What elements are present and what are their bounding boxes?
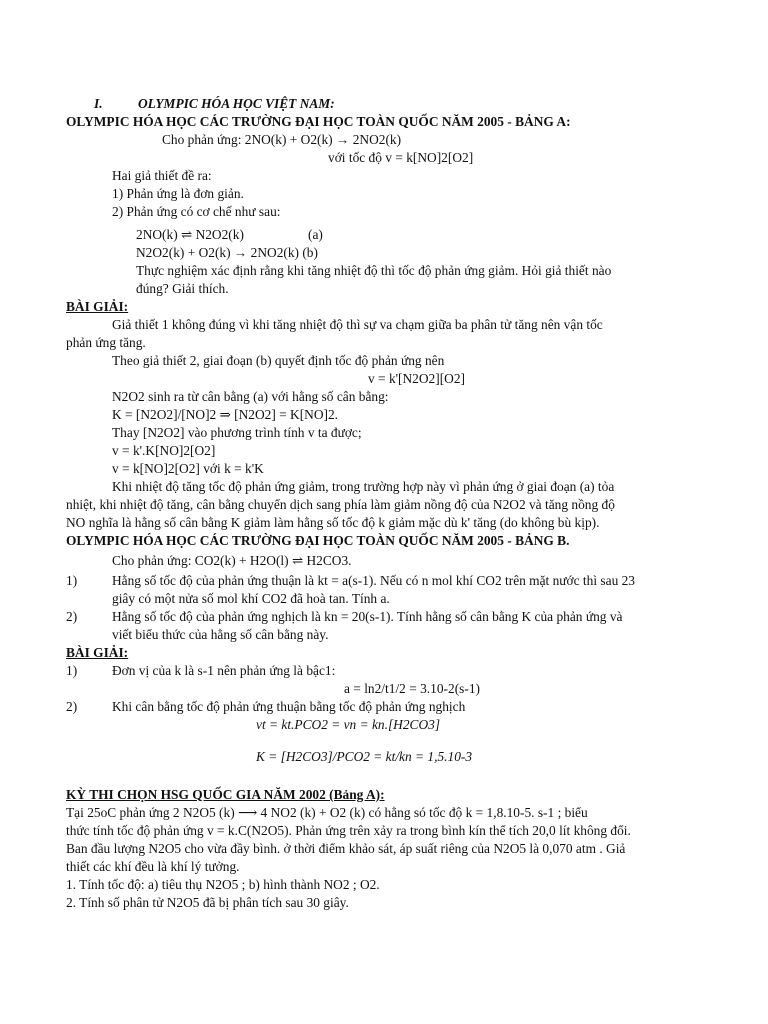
hypothesis-2: 2) Phản ứng có cơ chế như sau: [112,204,281,219]
solution-heading-2: BÀI GIẢI: [66,645,129,660]
heading-bang-a: OLYMPIC HÓA HỌC CÁC TRƯỜNG ĐẠI HỌC TOÀN QUỐC NĂM 2005 - BẢNG A: [66,114,571,129]
section-number: I. [94,96,103,111]
answer-1-equation: a = ln2/t1/2 = 3.10-2(s-1) [344,681,480,696]
hsg-task-2: 2. Tính số phân tử N2O5 đã bị phân tích sau 30 giây. [66,895,349,910]
solution-1-line-3: Theo giả thiết 2, giai đoạn (b) quyết định tốc độ phản ứng nên [112,353,445,368]
question-1-line-1: Hằng số tốc độ của phản ứng thuận là kt = a(s-1). Nếu có n mol khí CO2 trên mặt nước thì sau 23 [112,573,636,588]
question-2-line-2: viết biểu thức của hằng số cân bằng này. [112,627,329,642]
hsg-problem-line-1: Tại 25oC phản ứng 2 N2O5 (k) ⟶ 4 NO2 (k) + O2 (k) có hằng só tốc độ k = 1,8.10-5. s-1 ; biểu [66,805,588,820]
solution-1-line-2: phản ứng tăng. [66,335,146,350]
hsg-problem-line-3: Ban đầu lượng N2O5 cho vừa đầy bình. ở thời điểm khảo sát, áp suất riêng của N2O5 là 0,070 atm . Giả [66,841,626,856]
equilibrium-equation: K = [N2O2]/[NO]2 ⇒ [N2O2] = K[NO]2. [112,407,339,422]
hsg-problem-line-2: thức tính tốc độ phản ứng v = k.C(N2O5). Phản ứng trên xảy ra trong bình kín thể tích 20,0 lít không đổi. [66,823,631,838]
answer-1-number: 1) [66,663,78,678]
heading-hsg-2002: KỲ THI CHỌN HSG QUỐC GIA NĂM 2002 (Bảng A): [66,787,385,802]
answer-2-text: Khi cân bằng tốc độ phản ứng thuận bằng tốc độ phản ứng nghịch [112,699,466,714]
mechanism-step-a: 2NO(k) ⇌ N2O2(k) [136,227,244,242]
heading-bang-b: OLYMPIC HÓA HỌC CÁC TRƯỜNG ĐẠI HỌC TOÀN QUỐC NĂM 2005 - BẢNG B. [66,533,570,548]
conclusion-line-2: nhiệt, khi nhiệt độ tăng, cân bằng chuyển dịch sang phía làm giảm nồng độ của N2O2 và tăng nồng độ [66,497,615,512]
answer-1-text: Đơn vị của k là s-1 nên phản ứng là bậc1: [112,663,336,678]
rate-equality-equation: vt = kt.PCO2 = vn = kn.[H2CO3] [256,717,441,732]
hypothesis-1: 1) Phản ứng là đơn giản. [112,186,244,201]
substitution-equation-2: v = k[NO]2[O2] với k = k'K [112,461,264,476]
hsg-problem-line-4: thiết các khí đều là khí lý tưởng. [66,859,240,874]
substitution-equation-1: v = k'.K[NO]2[O2] [112,443,216,458]
equilibrium-constant-equation: K = [H2CO3]/PCO2 = kt/kn = 1,5.10-3 [256,749,473,764]
answer-2-number: 2) [66,699,78,714]
rate-law-b: v = k'[N2O2][O2] [368,371,465,386]
experiment-text-1: Thực nghiệm xác định rằng khi tăng nhiệt độ thì tốc độ phản ứng giảm. Hỏi giả thiết nào [136,263,612,278]
substitution-text: Thay [N2O2] vào phương trình tính v ta được; [112,425,362,440]
question-1-number: 1) [66,573,78,588]
rate-law-a: với tốc độ v = k[NO]2[O2] [328,150,474,165]
reaction-a: Cho phản ứng: 2NO(k) + O2(k) → 2NO2(k) [162,132,402,147]
hsg-task-1: 1. Tính tốc độ: a) tiêu thụ N2O5 ; b) hình thành NO2 ; O2. [66,877,380,892]
mechanism-step-b: N2O2(k) + O2(k) → 2NO2(k) (b) [136,245,318,260]
solution-1-line-1: Giả thiết 1 không đúng vì khi tăng nhiệt độ thì sự va chạm giữa ba phân tử tăng nên vận tốc [112,317,603,332]
mechanism-label-a: (a) [308,227,323,242]
question-1-line-2: giây có một nửa số mol khí CO2 đã hoà tan. Tính a. [112,591,390,606]
question-2-line-1: Hằng số tốc độ của phản ứng nghịch là kn = 20(s-1). Tính hằng số cân bằng K của phản ứng và [112,609,623,624]
hypotheses-intro: Hai giả thiết đề ra: [112,168,212,183]
reaction-b: Cho phản ứng: CO2(k) + H2O(l) ⇌ H2CO3. [112,553,352,568]
solution-heading-1: BÀI GIẢI: [66,299,129,314]
conclusion-line-1: Khi nhiệt độ tăng tốc độ phản ứng giảm, trong trường hợp này vì phản ứng ở giai đoạn (a) tỏa [112,479,615,494]
question-2-number: 2) [66,609,78,624]
experiment-text-2: đúng? Giải thích. [136,281,229,296]
equilibrium-text: N2O2 sinh ra từ cân bằng (a) với hằng số cân bằng: [112,389,389,404]
conclusion-line-3: NO nghĩa là hằng số cân bằng K giảm làm hằng số tốc độ k giảm mặc dù k' tăng (do không bù kịp). [66,515,600,530]
section-title: OLYMPIC HÓA HỌC VIỆT NAM: [138,96,335,111]
